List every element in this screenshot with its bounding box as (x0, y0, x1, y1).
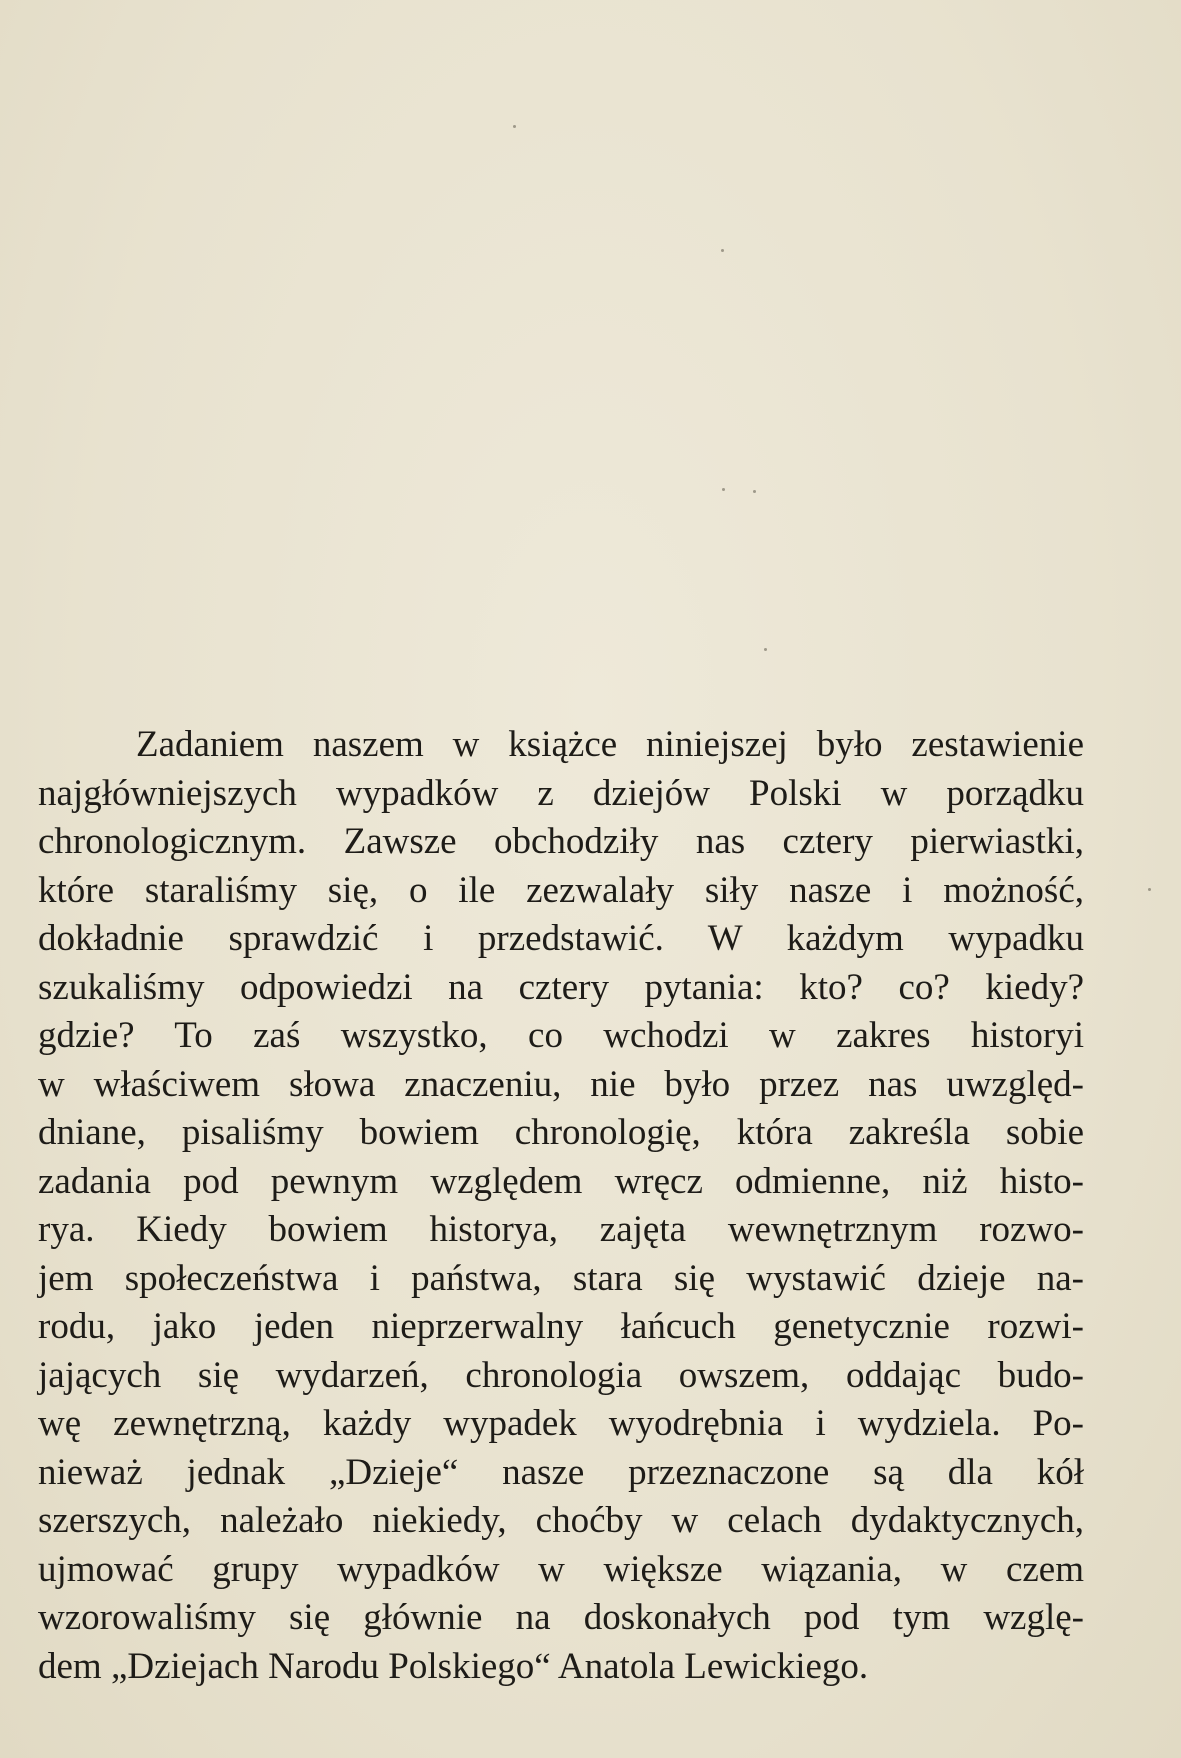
paragraph-line: najgłówniejszych wypadków z dziejów Polski w porządku (38, 772, 1084, 814)
paragraph-line: szerszych, należało niekiedy, choćby w celach dydaktycznych, (38, 1500, 1084, 1541)
paragraph-line: wzorowaliśmy się głównie na doskonałych pod tym wzglę- (38, 1597, 1084, 1638)
paragraph-line: nieważ jednak „Dzieje“ nasze przeznaczone są dla kół (38, 1451, 1084, 1493)
paragraph-line: wę zewnętrzną, każdy wypadek wyodrębnia i wydziela. Po- (38, 1403, 1084, 1444)
paragraph-line: dniane, pisaliśmy bowiem chronologię, która zakreśla sobie (38, 1112, 1084, 1153)
print-speck (721, 249, 724, 252)
paragraph-line: jających się wydarzeń, chronologia owszem, oddając budo- (38, 1354, 1084, 1396)
print-speck (722, 488, 725, 491)
print-speck (513, 125, 516, 128)
paragraph-line: w właściwem słowa znaczeniu, nie było przez nas uwzględ- (38, 1063, 1084, 1105)
paragraph-line: chronologicznym. Zawsze obchodziły nas cztery pierwiastki, (38, 821, 1084, 862)
print-speck (753, 490, 756, 493)
paragraph-line: ujmować grupy wypadków w większe wiązania, w czem (38, 1548, 1084, 1590)
paragraph-line: dokładnie sprawdzić i przedstawić. W każdym wypadku (38, 918, 1084, 959)
paragraph-line: Zadaniem naszem w książce niniejszej było zestawienie (136, 724, 1084, 765)
paragraph-line: rya. Kiedy bowiem historya, zajęta wewnętrznym rozwo- (38, 1209, 1084, 1250)
paragraph-line: zadania pod pewnym względem wręcz odmienne, niż histo- (38, 1160, 1084, 1202)
print-speck (1148, 888, 1151, 891)
paragraph-line: jem społeczeństwa i państwa, stara się wystawić dzieje na- (38, 1257, 1084, 1299)
paragraph-line: rodu, jako jeden nieprzerwalny łańcuch genetycznie rozwi- (38, 1306, 1084, 1347)
paragraph-line: gdzie? To zaś wszystko, co wchodzi w zakres historyi (38, 1015, 1084, 1056)
body-paragraph (38, 721, 1084, 1691)
print-speck (764, 648, 767, 651)
paragraph-line: które staraliśmy się, o ile zezwalały siły nasze i możność, (38, 869, 1084, 911)
paragraph-line: dem „Dziejach Narodu Polskiego“ Anatola Lewickiego. (38, 1645, 869, 1687)
paragraph-line: szukaliśmy odpowiedzi na cztery pytania: kto? co? kiedy? (38, 966, 1084, 1008)
